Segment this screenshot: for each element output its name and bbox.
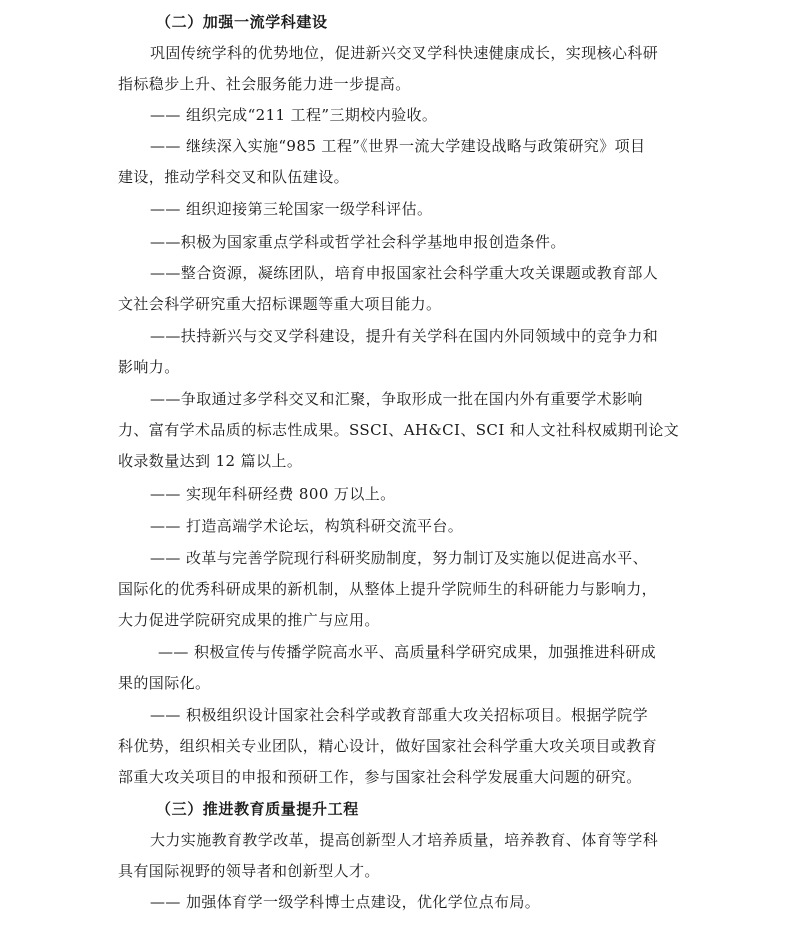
list-item-line: —— 继续深入实施“985 工程”《世界一流大学建设战略与政策研究》项目	[150, 137, 646, 155]
paragraph-line: 具有国际视野的领导者和创新型人才。	[118, 862, 380, 880]
list-item-line: ——积极为国家重点学科或哲学社会科学基地申报创造条件。	[150, 233, 566, 251]
list-item-line: —— 打造高端学术论坛，构筑科研交流平台。	[150, 517, 464, 535]
list-item-line: —— 加强体育学一级学科博士点建设，优化学位点布局。	[150, 893, 541, 911]
paragraph-line: 巩固传统学科的优势地位，促进新兴交叉学科快速健康成长，实现核心科研	[150, 44, 659, 62]
list-item-line: —— 实现年科研经费 800 万以上。	[150, 485, 396, 503]
list-item-line: —— 组织迎接第三轮国家一级学科评估。	[150, 200, 433, 218]
list-item-line: 收录数量达到 12 篇以上。	[118, 452, 303, 470]
list-item-line: 部重大攻关项目的申报和预研工作，参与国家社会科学发展重大问题的研究。	[118, 768, 642, 786]
list-item-line: —— 组织完成“211 工程”三期校内验收。	[150, 106, 438, 124]
list-item-line: ——扶持新兴与交叉学科建设，提升有关学科在国内外同领域中的竞争力和	[150, 327, 659, 345]
list-item-line: 国际化的优秀科研成果的新机制，从整体上提升学院师生的科研能力与影响力，	[118, 580, 658, 598]
section-heading: （三）推进教育质量提升工程	[156, 800, 359, 818]
list-item-line: 科优势，组织相关专业团队，精心设计，做好国家社会科学重大攻关项目或教育	[118, 737, 658, 755]
list-item-line: ——争取通过多学科交叉和汇聚，争取形成一批在国内外有重要学术影响	[150, 390, 643, 408]
list-item-line: 果的国际化。	[118, 674, 211, 692]
list-item-line: —— 改革与完善学院现行科研奖励制度，努力制订及实施以促进高水平、	[150, 549, 648, 567]
list-item-line: —— 积极宣传与传播学院高水平、高质量科学研究成果，加强推进科研成	[158, 643, 656, 661]
list-item-line: —— 积极组织设计国家社会科学或教育部重大攻关招标项目。根据学院学	[150, 706, 648, 724]
paragraph-line: 指标稳步上升、社会服务能力进一步提高。	[118, 75, 411, 93]
list-item-line: 大力促进学院研究成果的推广与应用。	[118, 611, 380, 629]
list-item-line: 力、富有学术品质的标志性成果。SSCI、AH&CI、SCI 和人文社科权威期刊论文	[118, 421, 680, 439]
list-item-line: ——整合资源，凝练团队，培育申报国家社会科学重大攻关课题或教育部人	[150, 264, 659, 282]
list-item-line: 建设，推动学科交叉和队伍建设。	[118, 168, 350, 186]
list-item-line: 影响力。	[118, 358, 180, 376]
paragraph-line: 大力实施教育教学改革，提高创新型人才培养质量，培养教育、体育等学科	[150, 831, 659, 849]
section-heading: （二）加强一流学科建设	[156, 13, 328, 31]
list-item-line: 文社会科学研究重大招标课题等重大项目能力。	[118, 295, 442, 313]
